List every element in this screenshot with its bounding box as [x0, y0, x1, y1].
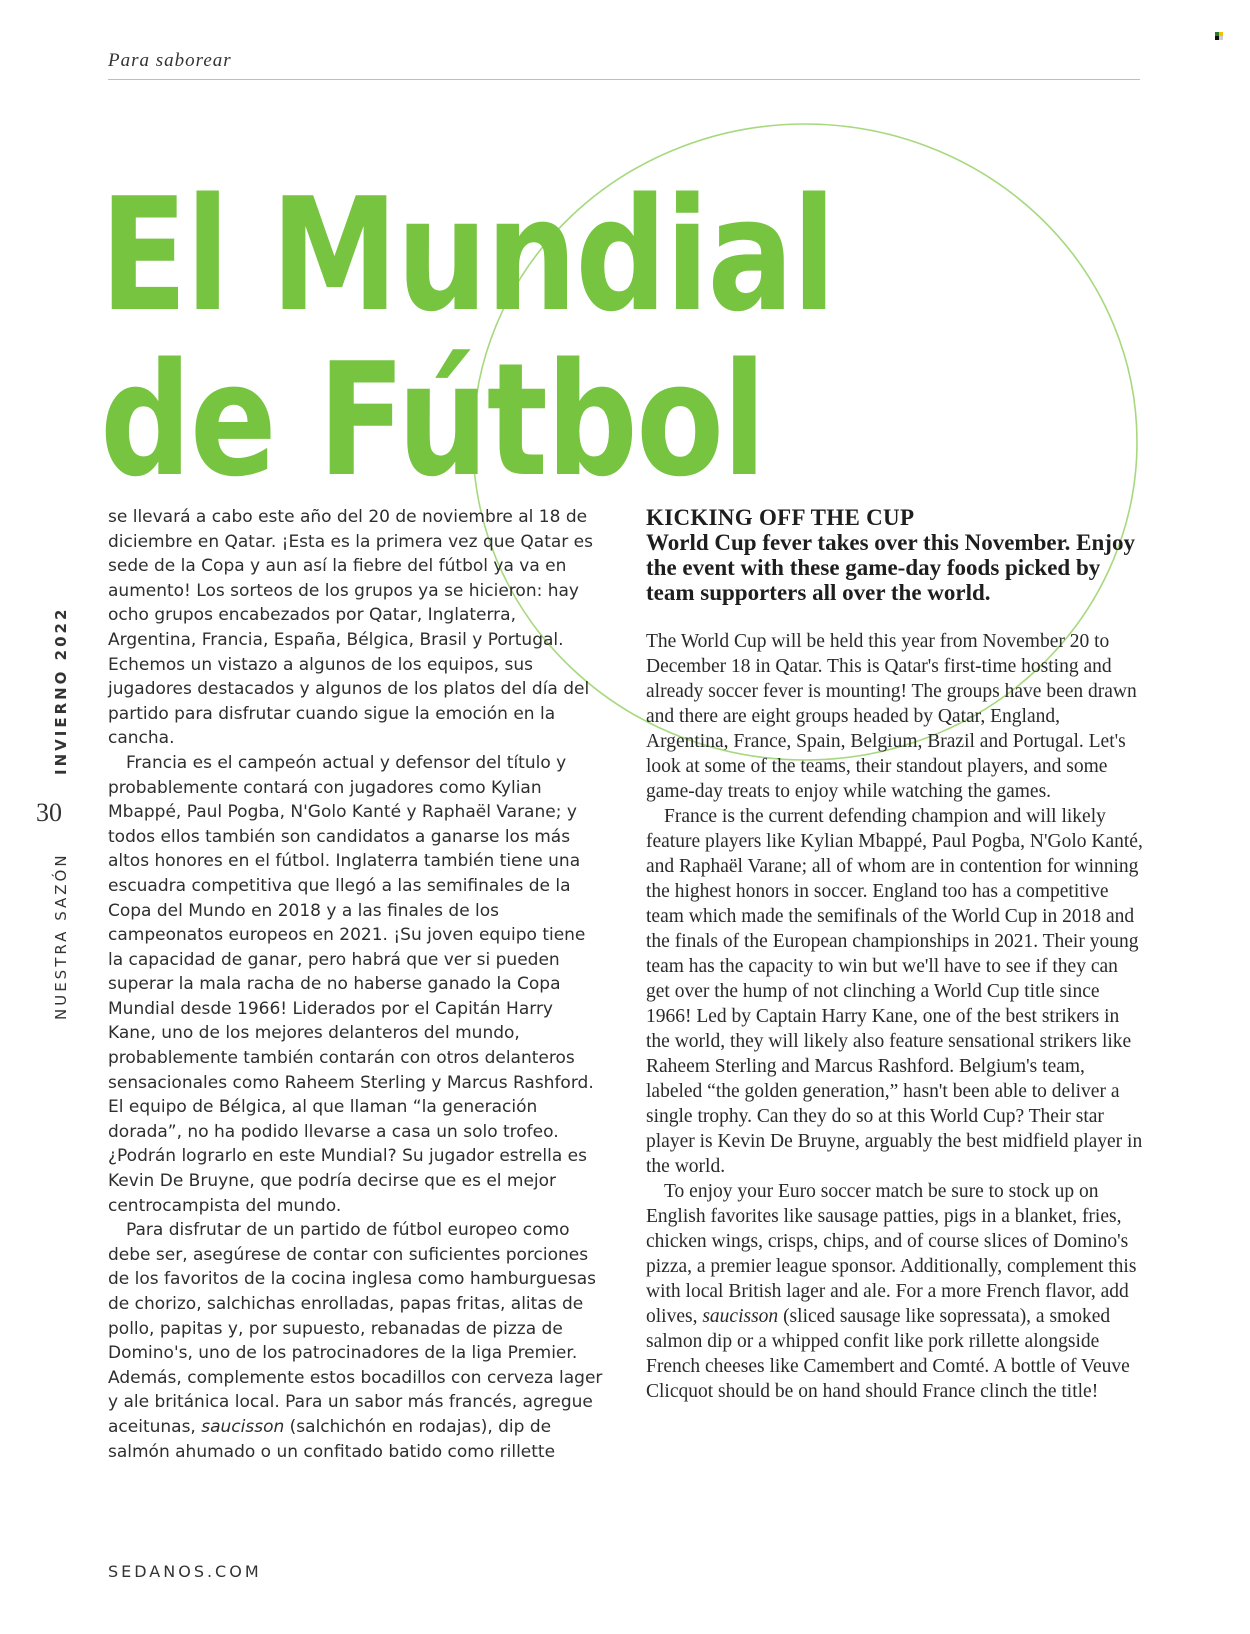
spanish-paragraph-3-text-end: (salchichón en rodajas), dip de salmón ahumado o un confitado batido como rillette	[108, 1416, 556, 1462]
english-article	[646, 505, 1146, 1404]
english-deck: World Cup fever takes over this November. Enjoy the event with these game-day foods picked by team supporters all over the world.	[646, 530, 1135, 605]
english-italic-term: saucisson	[702, 1306, 779, 1327]
magazine-name: NUESTRA SAZÓN	[52, 852, 70, 1020]
english-paragraph-3-text-end: (sliced sausage like sopressata), a smoked salmon dip or a whipped confit like pork rillette alongside French cheeses like Camembert and Comté. A bottle of Veuve Clicquot should be on hand should France clinch the title!	[646, 1306, 1130, 1402]
spanish-paragraph-3	[108, 1218, 603, 1464]
english-kicker: KICKING OFF THE CUP	[646, 505, 915, 530]
title-line-1: El Mundial	[100, 164, 835, 346]
issue-season: INVIERNO 2022	[52, 606, 70, 775]
spanish-paragraph-2: Francia es el campeón actual y defensor del título y probablemente contará con jugadores como Kylian Mbappé, Paul Pogba, N'Golo Kanté y Raphaël Varane; y todos ellos también son candidatos a ganarse los más altos honores en el fútbol. Inglaterra también tiene una escuadra competitiva que llegó a las semifinales de la Copa del Mundo en 2018 y a las finales de los campeonatos europeos en 2021. ¡Su joven equipo tiene la capacidad de ganar, pero habrá que ver si pueden superar la mala racha de no haberse ganado la Copa Mundial desde 1966! Liderados por el Capitán Harry Kane, uno de los mejores delanteros del mundo, probablemente también contarán con otros delanteros sensacionales como Raheem Sterling y Marcus Rashford. El equipo de Bélgica, al que llaman “la generación dorada”, no ha podido llevarse a casa un solo trofeo. ¿Podrán lograrlo en este Mundial? Su jugador estrella es Kevin De Bruyne, que podría decirse que es el mejor centrocampista del mundo.	[108, 752, 594, 1216]
english-paragraph-3-text: To enjoy your Euro soccer match be sure to stock up on English favorites like sausage patties, pigs in a blanket, fries, chicken wings, crisps, chips, and of course slices of Domino's pizza, a premier league sponsor. Additionally, complement this with local British lager and ale. For a more French flavor, add olives,	[646, 1181, 1137, 1327]
english-paragraph-3	[646, 1179, 1146, 1404]
spanish-article	[108, 505, 603, 1464]
spanish-paragraph-3-text: Para disfrutar de un partido de fútbol europeo como debe ser, asegúrese de contar con suficientes porciones de los favoritos de la cocina inglesa como hamburguesas de chorizo, salchichas enrolladas, papas fritas, alitas de pollo, papitas y, por supuesto, rebanadas de pizza de Domino's, uno de los patrocinadores de la liga Premier. Además, complemente estos bocadillos con cerveza lager y ale británica local. Para un sabor más francés, agregue aceitunas,	[108, 1220, 603, 1437]
page-title	[100, 164, 835, 511]
spanish-paragraph-1: se llevará a cabo este año del 20 de noviembre al 18 de diciembre en Qatar. ¡Esta es la primera vez que Qatar es sede de la Copa y aun así la fiebre del fútbol ya va en aumento! Los sorteos de los grupos ya se hicieron: hay ocho grupos encabezados por Qatar, Inglaterra, Argentina, Francia, España, Bélgica, Brasil y Portugal. Echemos un vistazo a algunos de los equipos, sus jugadores destacados y algunos de los platos del día del partido para disfrutar cuando sigue la emoción en la cancha.	[108, 507, 593, 749]
section-label: Para saborear	[108, 50, 232, 71]
color-registration-mark	[1215, 32, 1225, 40]
english-paragraph-2: France is the current defending champion and will likely feature players like Kylian Mbappé, Paul Pogba, N'Golo Kanté, and Raphaël Varane; all of whom are in contention for winning the highest honors in soccer. England too has a competitive team which made the semifinals of the World Cup in 2018 and the finals of the European championships in 2021. Their young team has the capacity to win but we'll have to see if they can get over the hump of not clinching a World Cup title since 1966! Led by Captain Harry Kane, one of the best strikers in the world, they will likely also feature sensational strikers like Raheem Sterling and Marcus Rashford. Belgium's team, labeled “the golden generation,” hasn't been able to deliver a single trophy. Can they do so at this World Cup? Their star player is Kevin De Bruyne, arguably the best midfield player in the world.	[646, 806, 1143, 1177]
header-divider	[108, 79, 1140, 80]
side-rail	[52, 606, 94, 1020]
spanish-italic-term: saucisson	[201, 1416, 285, 1437]
english-paragraph-1: The World Cup will be held this year from November 20 to December 18 in Qatar. This is Qatar's first-time hosting and already soccer fever is mounting! The groups have been drawn and there are eight groups headed by Qatar, England, Argentina, France, Spain, Belgium, Brazil and Portugal. Let's look at some of the teams, their standout players, and some game-day treats to enjoy while watching the games.	[646, 631, 1137, 802]
title-line-2: de Fútbol	[100, 329, 765, 511]
page-number: 30	[36, 798, 62, 827]
english-body	[646, 629, 1146, 1404]
footer-website: SEDANOS.COM	[108, 1562, 262, 1581]
